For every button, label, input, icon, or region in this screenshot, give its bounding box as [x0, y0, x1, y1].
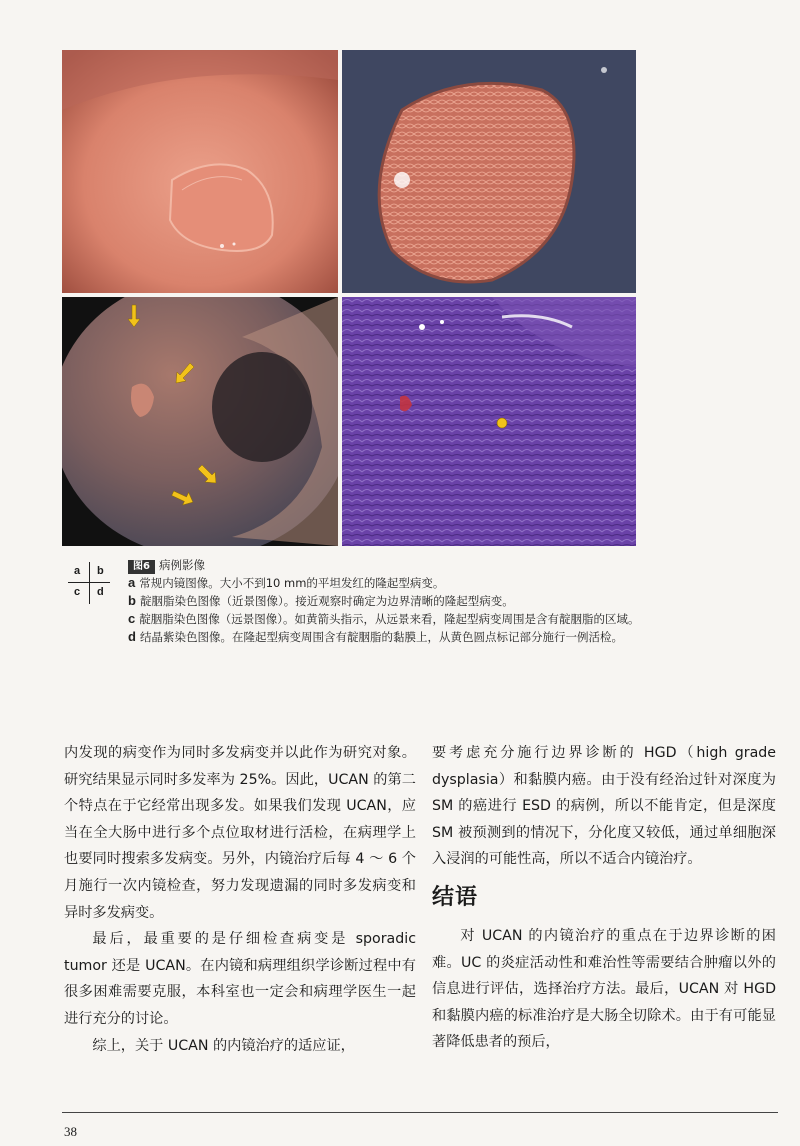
caption-d: d 结晶紫染色图像。在隆起型病变周围含有靛胭脂的黏膜上，从黄色圆点标记部分施行一例活检。 — [128, 629, 623, 644]
figure-badge: 图6 — [128, 560, 155, 574]
paragraph: 对 UCAN 的内镜治疗的重点在于边界诊断的困难。UC 的炎症活动性和难治性等需要结合肿瘤以外的信息进行评估，选择治疗方法。最后，UCAN 对 HGD 和黏膜内癌的标准治疗是大肠全切除术。由于有可能显著降低患者的预后， — [432, 927, 776, 1051]
image-panel-c-indigo-distant — [62, 297, 338, 546]
case-figure — [62, 50, 636, 546]
image-panel-a-conventional — [62, 50, 338, 293]
panel-layout-key — [62, 560, 116, 606]
paragraph: 要考虑充分施行边界诊断的 HGD（high grade dysplasia）和黏膜内癌。由于没有经治过针对深度为 SM 的癌进行 ESD 的病例，所以不能肯定，但是深度 SM 被预测到的情况下，分化度又较低，通过单细胞深入浸润的可能性高，所以不适合内镜治疗。 — [432, 745, 776, 868]
right-column — [432, 740, 776, 1056]
key-letter-d: d — [97, 586, 104, 598]
key-letter-a: a — [74, 565, 81, 577]
paragraph: 最后，最重要的是仔细检查病变是 sporadic tumor 还是 UCAN。在内镜和病理组织学诊断过程中有很多困难需要克服，本科室也一定会和病理学医生一起进行充分的讨论。 — [64, 931, 416, 1027]
key-letter-c: c — [74, 586, 81, 598]
caption-b: b 靛胭脂染色图像（近景图像）。接近观察时确定为边界清晰的隆起型病变。 — [128, 593, 514, 608]
section-heading: 结语 — [432, 884, 479, 910]
figure-caption — [128, 556, 648, 646]
key-letter-b: b — [97, 565, 104, 577]
caption-c: c 靛胭脂染色图像（远景图像）。如黄箭头指示，从远景来看，隆起型病变周围是含有靛胭脂的区域。 — [128, 611, 640, 626]
figure-title: 病例影像 — [158, 558, 205, 572]
caption-a: a 常规内镜图像。大小不到10 mm的平坦发红的隆起型病变。 — [128, 575, 445, 590]
yellow-dot-marker — [497, 418, 507, 428]
left-column — [64, 740, 416, 1059]
image-panel-d-crystal-violet — [342, 297, 636, 546]
paragraph: 综上，关于 UCAN 的内镜治疗的适应证， — [92, 1037, 355, 1054]
footer-rule — [62, 1112, 778, 1113]
paragraph: 内发现的病变作为同时多发病变并以此作为研究对象。研究结果显示同时多发率为 25%。因此，UCAN 的第二个特点在于它经常出现多发。如果我们发现 UCAN，应当在全大肠中进行多个点位取材进行活检，在病理学上也要同时搜索多发病变。另外，内镜治疗后每 4 ～ 6 个月施行一次内镜检查，努力发现遗漏的同时多发病变和异时多发病变。 — [64, 745, 416, 921]
caption-title-line — [128, 556, 648, 574]
image-panel-b-indigo-close — [342, 50, 636, 293]
page-number: 38 — [64, 1124, 77, 1139]
